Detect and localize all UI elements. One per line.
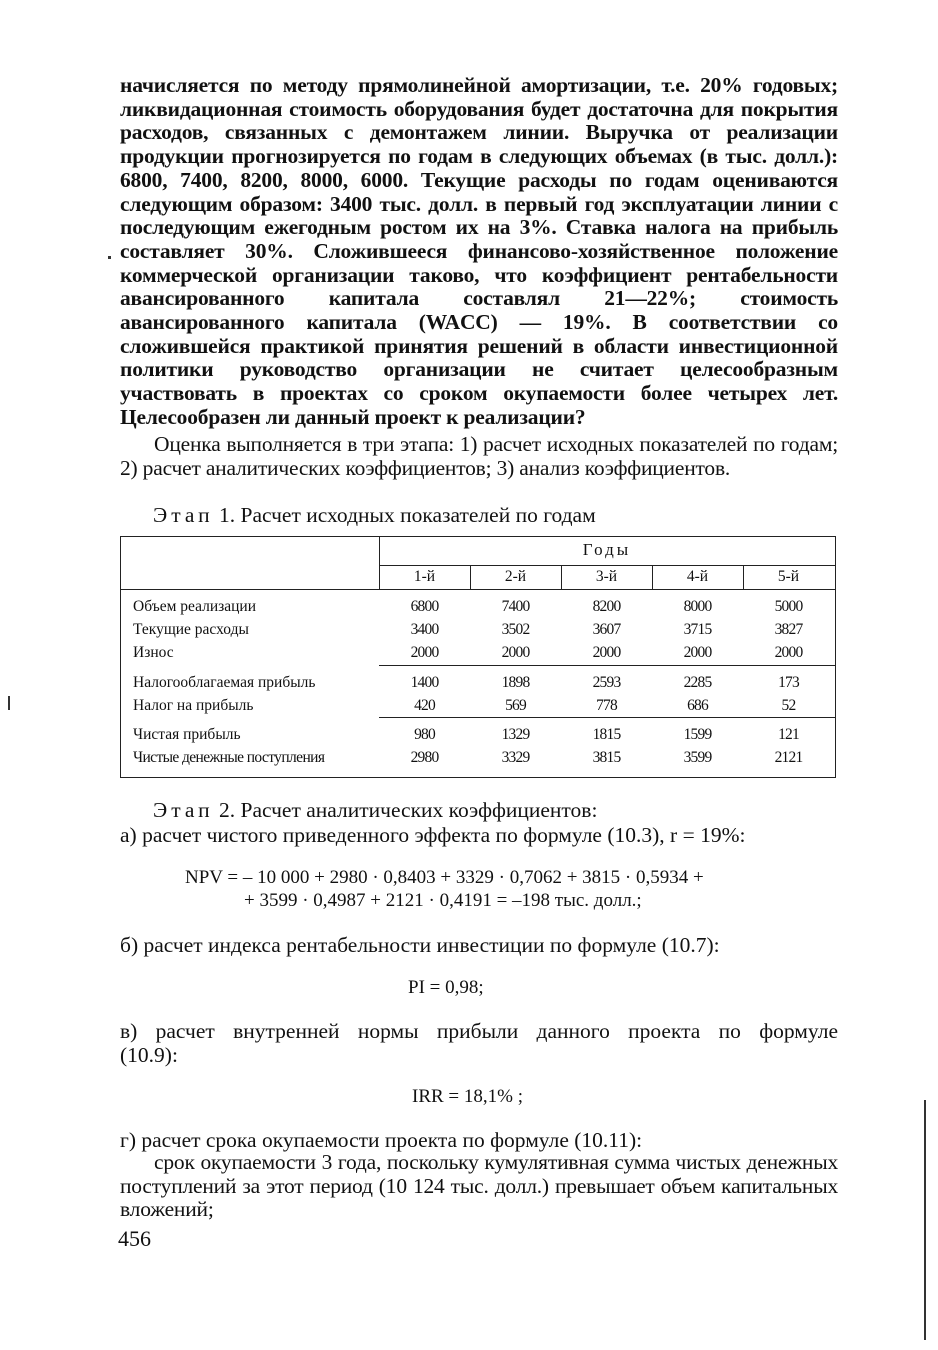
table-cell: 2593 xyxy=(592,674,621,691)
table-cell: 980 xyxy=(414,726,435,743)
table-row-label: Налогооблагаемая прибыль xyxy=(133,674,316,691)
table-cell: 3815 xyxy=(592,749,621,766)
table-cell: 2000 xyxy=(501,644,530,661)
npv-formula-line2: + 3599 · 0,4987 + 2121 · 0,4191 = –198 тыс. долл.; xyxy=(244,890,642,911)
stage1-title: 1. Расчет исходных показателей по годам xyxy=(219,503,596,527)
table-cell: 173 xyxy=(778,674,799,691)
table-cell: 8200 xyxy=(592,598,621,615)
table-cell: 7400 xyxy=(501,598,530,615)
item-c-line2: (10.9): xyxy=(120,1043,178,1067)
table-cell: 5000 xyxy=(774,598,803,615)
table-row-label: Объем реализации xyxy=(133,598,257,615)
irr-formula: IRR = 18,1% ; xyxy=(412,1086,523,1107)
table-cell: 2000 xyxy=(774,644,803,661)
scan-mark xyxy=(108,256,111,259)
assessment-paragraph: Оценка выполняется в три этапа: 1) расчет исходных показателей по годам; 2) расчет аналитических коэффициентов; 3) анализ коэффициентов. xyxy=(120,432,838,480)
stage2-heading xyxy=(153,798,597,823)
table-cell: 2285 xyxy=(683,674,712,691)
item-b: б) расчет индекса рентабельности инвестиции по формуле (10.7): xyxy=(120,933,720,957)
table-cell: 2980 xyxy=(410,749,439,766)
table-cell: 3715 xyxy=(683,621,712,638)
year-column-header: 5-й xyxy=(777,568,800,585)
year-column-header: 1-й xyxy=(413,568,436,585)
table-row-label: Налог на прибыль xyxy=(133,697,254,714)
year-column-header: 2-й xyxy=(504,568,527,585)
table-cell: 3607 xyxy=(592,621,621,638)
scan-mark xyxy=(8,696,10,710)
indicators-table xyxy=(120,536,836,778)
table-cell: 52 xyxy=(781,697,796,714)
stage2-label: Этап xyxy=(153,798,214,822)
table-cell: 3400 xyxy=(410,621,439,638)
table-cell: 8000 xyxy=(683,598,712,615)
table-cell: 1898 xyxy=(501,674,530,691)
table-row-label: Чистые денежные поступления xyxy=(133,749,325,766)
stage2-title: 2. Расчет аналитических коэффициентов: xyxy=(219,798,598,822)
table-cell: 1815 xyxy=(592,726,621,743)
table-cell: 569 xyxy=(505,697,526,714)
npv-formula-line1: NPV = – 10 000 + 2980 · 0,8403 + 3329 · 0,7062 + 3815 · 0,5934 + xyxy=(185,867,704,888)
table-row-label: Износ xyxy=(133,644,174,661)
table-cell: 778 xyxy=(596,697,617,714)
table-cell: 1329 xyxy=(501,726,530,743)
intro-paragraph: начисляется по методу прямолинейной амортизации, т.е. 20% годовых; ликвидационная стоимость оборудования будет достаточна для покрытия расходов, связанных с демонтажем линии. Выручка от реализации продукции прогнозируется по годам в следующих объемах (в тыс. долл.): 6800, 7400, 8200, 8000, 6000. Текущие расходы по годам оцениваются следующим образом: 3400 тыс. долл. в первый год эксплуатации линии с последующим ежегодным ростом их на 3%. Ставка налога на прибыль составляет 30%. Сложившееся финансово-хозяйственное положение коммерческой организации таково, что коэффициент рентабельности авансированного капитала составлял 21—22%; стоимость авансированного капитала (WACC) — 19%. В соответствии со сложившейся практикой принятия решений в области инвестиционной политики руководство организации не считает целесообразным участвовать в проектах со сроком окупаемости более четырех лет. Целесообразен ли данный проект к реализации? xyxy=(120,73,838,429)
item-a: а) расчет чистого приведенного эффекта по формуле (10.3), r = 19%: xyxy=(120,823,746,847)
table-cell: 121 xyxy=(778,726,799,743)
table-cell: 686 xyxy=(687,697,708,714)
table-cell: 3329 xyxy=(501,749,530,766)
table-cell: 1599 xyxy=(683,726,712,743)
scan-mark xyxy=(924,1100,926,1340)
item-d: г) расчет срока окупаемости проекта по формуле (10.11): xyxy=(120,1128,643,1152)
table-cell: 2121 xyxy=(774,749,803,766)
item-c-line1: в) расчет внутренней нормы прибыли данного проекта по формуле xyxy=(120,1019,838,1043)
year-column-header: 3-й xyxy=(595,568,618,585)
table-cell: 3599 xyxy=(683,749,712,766)
table-cell: 6800 xyxy=(410,598,439,615)
page-number: 456 xyxy=(118,1226,151,1251)
payback-paragraph: срок окупаемости 3 года, поскольку кумулятивная сумма чистых денежных поступлений за этот период (10 124 тыс. долл.) превышает объем капитальных вложений; xyxy=(120,1150,838,1222)
table-cell: 3827 xyxy=(774,621,803,638)
stage1-label: Этап xyxy=(153,503,214,527)
table-cell: 3502 xyxy=(501,621,530,638)
table-cell: 1400 xyxy=(410,674,439,691)
table-cell: 420 xyxy=(414,697,435,714)
pi-formula: PI = 0,98; xyxy=(408,977,484,998)
table-cell: 2000 xyxy=(592,644,621,661)
table-row-label: Текущие расходы xyxy=(133,621,249,638)
table-row-label: Чистая прибыль xyxy=(133,726,241,743)
table-cell: 2000 xyxy=(683,644,712,661)
table-cell: 2000 xyxy=(410,644,439,661)
stage1-heading xyxy=(153,503,596,528)
years-header: Годы xyxy=(582,540,632,559)
year-column-header: 4-й xyxy=(686,568,709,585)
